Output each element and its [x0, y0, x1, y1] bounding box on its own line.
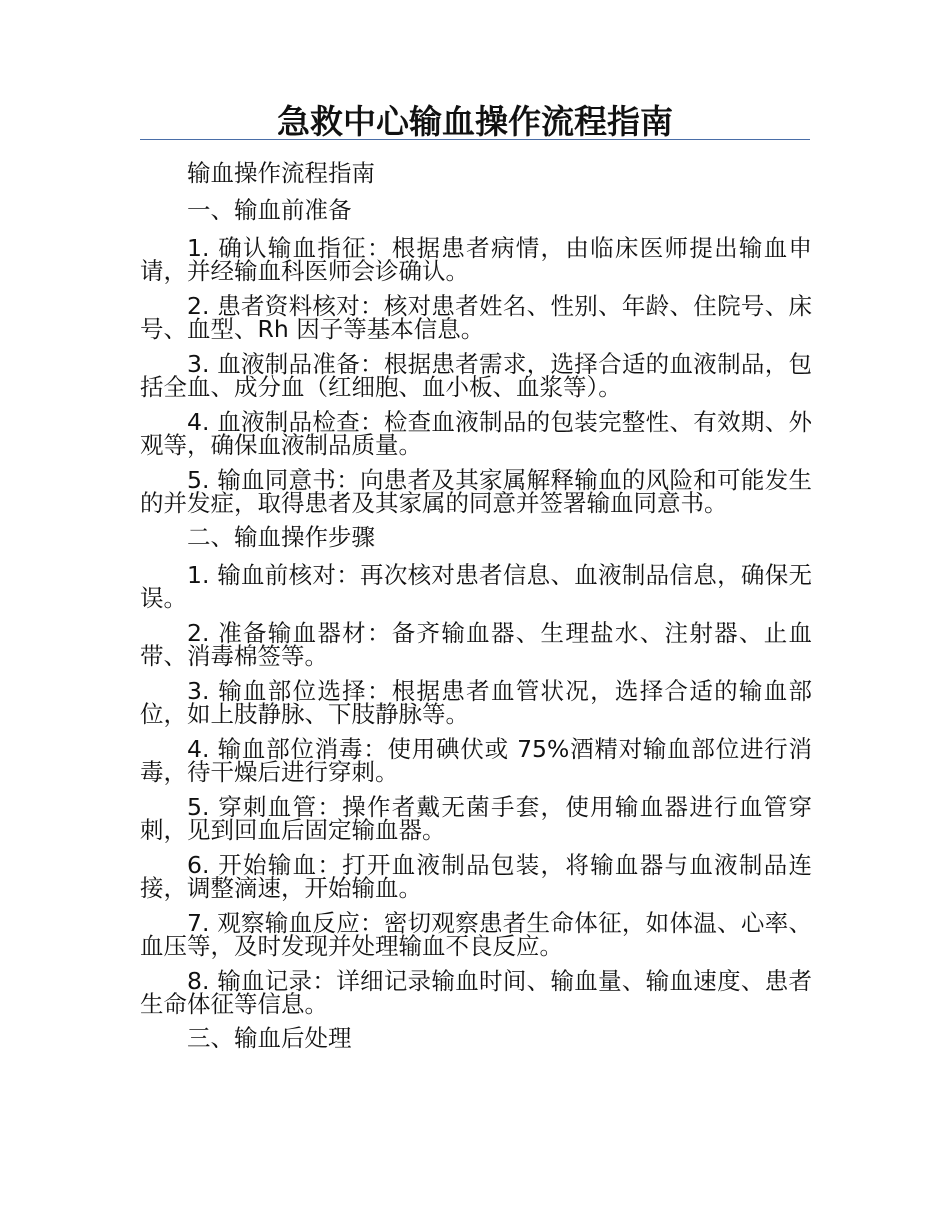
list-item: 4. 血液制品检查：检查血液制品的包装完整性、有效期、外观等，确保血液制品质量。 — [140, 408, 812, 459]
list-item: 3. 血液制品准备：根据患者需求，选择合适的血液制品，包括全血、成分血（红细胞、血小板、血浆等）。 — [140, 350, 812, 401]
section-heading: 二、输血操作步骤 — [187, 523, 375, 551]
list-item: 5. 穿刺血管：操作者戴无菌手套，使用输血器进行血管穿刺，见到回血后固定输血器。 — [140, 793, 812, 844]
list-item: 5. 输血同意书：向患者及其家属解释输血的风险和可能发生的并发症，取得患者及其家属的同意并签署输血同意书。 — [140, 466, 812, 517]
section-heading: 一、输血前准备 — [187, 196, 352, 224]
document-body — [140, 155, 812, 1057]
list-item: 6. 开始输血：打开血液制品包装，将输血器与血液制品连接，调整滴速，开始输血。 — [140, 851, 812, 902]
list-item: 8. 输血记录：详细记录输血时间、输血量、输血速度、患者生命体征等信息。 — [140, 967, 812, 1018]
list-item: 1. 输血前核对：再次核对患者信息、血液制品信息，确保无误。 — [140, 561, 812, 612]
list-item: 7. 观察输血反应：密切观察患者生命体征，如体温、心率、血压等，及时发现并处理输血不良反应。 — [140, 909, 812, 960]
section-heading: 三、输血后处理 — [187, 1024, 352, 1052]
list-item: 1. 确认输血指征：根据患者病情，由临床医师提出输血申请，并经输血科医师会诊确认。 — [140, 234, 812, 285]
list-item: 3. 输血部位选择：根据患者血管状况，选择合适的输血部位，如上肢静脉、下肢静脉等。 — [140, 677, 812, 728]
list-item: 4. 输血部位消毒：使用碘伏或 75%酒精对输血部位进行消毒，待干燥后进行穿刺。 — [140, 735, 812, 786]
title-underline — [140, 139, 810, 140]
list-item: 2. 患者资料核对：核对患者姓名、性别、年龄、住院号、床号、血型、Rh 因子等基本信息。 — [140, 292, 812, 343]
section-heading: 输血操作流程指南 — [187, 159, 375, 187]
list-item: 2. 准备输血器材：备齐输血器、生理盐水、注射器、止血带、消毒棉签等。 — [140, 619, 812, 670]
document-title: 急救中心输血操作流程指南 — [277, 102, 673, 141]
